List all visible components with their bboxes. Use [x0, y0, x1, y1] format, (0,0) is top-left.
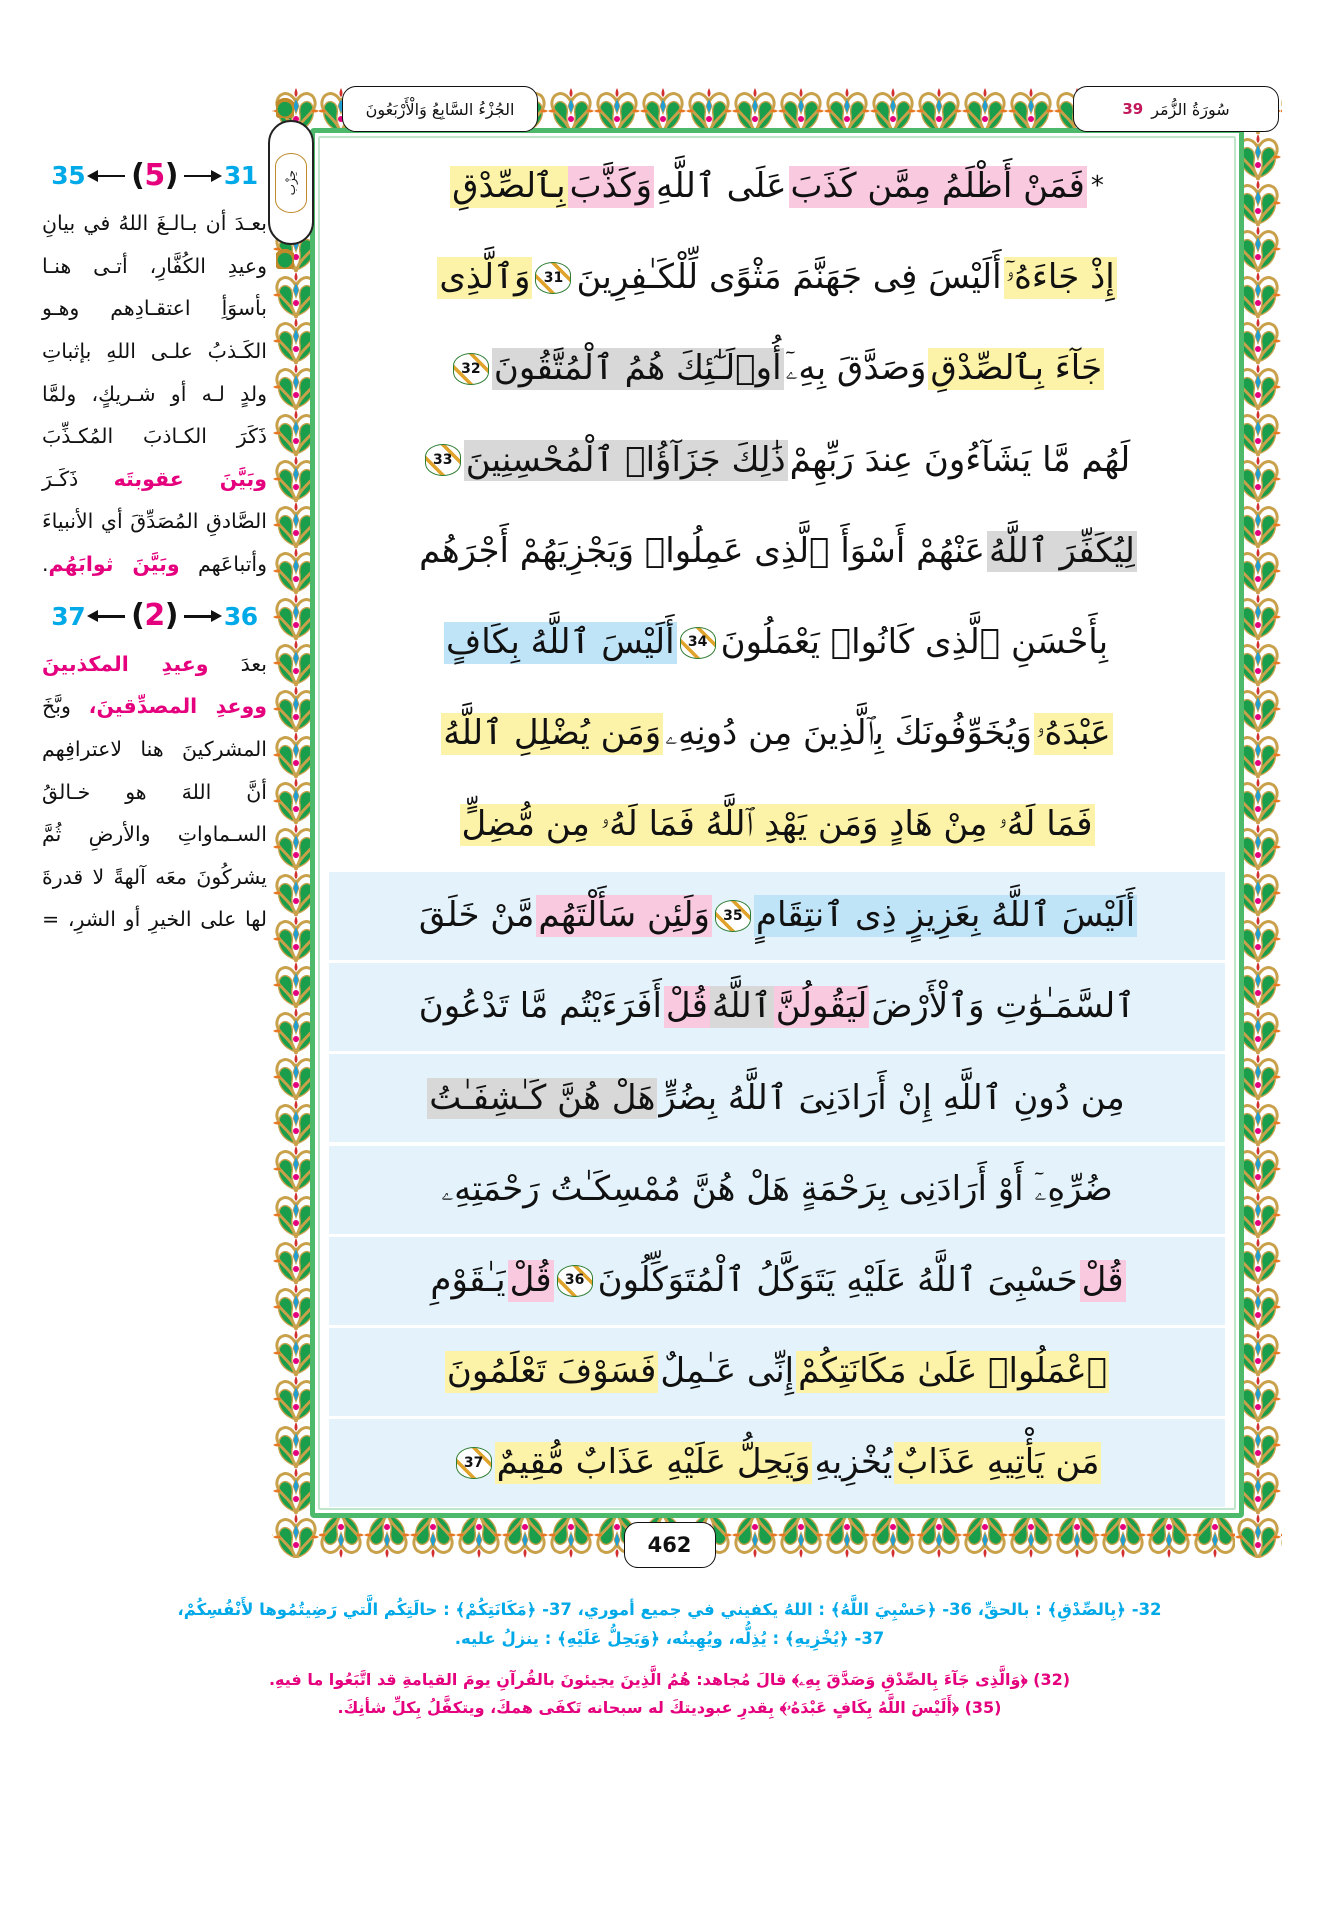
tafsir-body-text: وبَّخَ المشركينَ هنا لاعترافِهم أنَّ اللهَ هو خـالقُ السـماواتِ والأرضِ ثُمَّ يشركُونَ معَه آلهةً لا قدرةَ لها على الخيرِ أو الشرِ، =	[42, 694, 267, 932]
quran-text-segment-highlighted: وَكَذَّبَ	[569, 166, 653, 207]
quran-text-segment-highlighted: لَيَقُولُنَّ	[775, 986, 868, 1027]
tafsir-divider-1	[42, 157, 267, 193]
quran-text-segment-highlighted: جَآءَ بِٱلصِّدْقِ	[930, 348, 1103, 389]
tafsir-body-text: .	[42, 552, 49, 576]
quran-verse-line	[329, 325, 1225, 413]
quran-text-segment: أَفَرَءَيْتُم مَّا تَدْعُونَ	[418, 986, 662, 1027]
ayah-number-marker	[456, 1447, 492, 1479]
divider-center-number-2: (2)	[131, 598, 178, 634]
tafsir-sidebar	[42, 155, 267, 1485]
ayah-number-marker	[535, 262, 571, 294]
surah-number: 39	[1122, 100, 1144, 118]
quran-verse-line	[329, 508, 1225, 596]
arrow-right-icon-1	[180, 168, 222, 184]
quran-text-segment: إِنِّى عَـٰمِلٌ	[660, 1350, 795, 1391]
divider-right-number-1: 31	[223, 161, 258, 190]
quran-text-segment-highlighted: أُو۟لَـٰٓئِكَ هُمُ ٱلْمُتَّقُونَ	[493, 348, 782, 389]
juz-label: الجُزْءُ السَّابِعُ وَالْأَرْبَعُونَ	[365, 99, 515, 119]
quran-text-segment: عَنْهُمْ أَسْوَأَ ٱلَّذِى عَمِلُوا۟ وَيَجْزِيَهُمْ أَجْرَهُم	[419, 530, 985, 571]
quran-text-segment-highlighted: ٱللَّهُ	[711, 986, 772, 1027]
footnote-word-meaning-2: 37- ﴿يُخْزِيهِ﴾ : يُذِلُّه، ويُهِينُه، ﴿وَيَحِلُّ عَلَيْهِ﴾ : ينزلُ عليه.	[454, 1628, 885, 1648]
quran-verse-line	[329, 690, 1225, 778]
ayah-number-marker	[715, 900, 751, 932]
quran-text-segment: يَـٰقَوْمِ	[430, 1259, 506, 1300]
ayah-number-text: 32	[461, 360, 481, 377]
footnote-tafsir-1: (32) ﴿وَالَّذِى جَآءَ بِالصِّدْقِ وَصَدَّقَ بِهِۦ﴾ قالَ مُجاهد: هُمُ الَّذِينَ يجيئونَ بالقُرآنِ يومَ القيامةِ قد اتَّبَعُوا ما فيهِ.	[268, 1669, 1071, 1689]
hizb-ornament-top-icon	[276, 96, 294, 118]
quran-text-segment: حَسْبِىَ ٱللَّهُ عَلَيْهِ يَتَوَكَّلُ ٱلْمُتَوَكِّلُونَ	[597, 1259, 1078, 1300]
quran-text-segment: يُخْزِيهِ	[814, 1442, 893, 1483]
quran-text-segment-highlighted: قُلْ	[1081, 1259, 1124, 1300]
quran-text-segment-highlighted: ذَٰلِكَ جَزَآؤُا۟ ٱلْمُحْسِنِينَ	[465, 439, 786, 480]
quran-verse-line	[329, 1146, 1225, 1234]
quran-text-segment-highlighted: قُلْ	[509, 1259, 552, 1300]
tafsir-highlight-text: وعيدِ المكذبينَ ووعدِ المصدِّقينَ،	[42, 651, 267, 719]
quran-text-segment: وَيُخَوِّفُونَكَ بِٱلَّذِينَ مِن دُونِهِۦ	[665, 713, 1032, 753]
tafsir-body-text: ذَكَـرَ الصَّادقِ المُصَدِّقَ أي الأنبياءَ وأتباعَهم	[42, 466, 268, 576]
ayah-number-text: 34	[687, 634, 708, 651]
quran-text-segment-highlighted: قُلْ	[665, 986, 708, 1027]
quran-text-segment: ضُرِّهِۦٓ أَوْ أَرَادَنِى بِرَحْمَةٍ هَلْ هُنَّ مُمْسِكَـٰتُ رَحْمَتِهِۦ	[441, 1168, 1113, 1209]
quran-text-segment-highlighted: فَسَوْفَ تَعْلَمُونَ	[446, 1350, 657, 1391]
hizb-label: حِزْب	[284, 169, 298, 196]
verse-start-star-icon: *	[1090, 171, 1104, 202]
quran-verse-line	[329, 599, 1225, 687]
quran-text-segment-highlighted: لِيُكَفِّرَ ٱللَّهُ	[988, 530, 1135, 571]
tafsir-divider-2	[42, 598, 267, 634]
quran-text-segment: عَلَى ٱللَّهِ	[656, 166, 787, 207]
ayah-number-marker	[453, 353, 489, 385]
quran-text-frame	[310, 128, 1244, 1518]
quran-verse-line	[329, 1054, 1225, 1142]
divider-center-number-1: (5)	[131, 157, 178, 193]
quran-text-segment: ٱلسَّمَـٰوَٰتِ وَٱلْأَرْضَ	[871, 986, 1136, 1027]
tafsir-paragraph-1	[42, 202, 267, 586]
quran-text-segment-highlighted: فَمَا لَهُۥ مِنْ هَادٍ وَمَن يَهْدِ ٱللَّهُ فَمَا لَهُۥ مِن مُّضِلٍّ	[461, 804, 1093, 845]
footnote-tafsir-2: (35) ﴿أَلَيْسَ اللَّهُ بِكَافٍ عَبْدَهُۥ﴾ بِقدرِ عبوديتكَ له سبحانه تَكفَى همكَ، ويتكفَّلُ بِكلِّ شأنِكَ.	[337, 1697, 1002, 1717]
ayah-number-text: 35	[723, 907, 743, 924]
arrow-left-icon-1	[87, 168, 129, 184]
ayah-number-marker	[680, 627, 716, 659]
quran-text-segment: بِأَحْسَنِ ٱلَّذِى كَانُوا۟ يَعْمَلُونَ	[720, 621, 1109, 662]
quran-text-segment-highlighted: أَلَيْسَ ٱللَّهُ بِكَافٍ	[445, 621, 675, 662]
quran-text-segment-highlighted: مَن يَأْتِيهِ عَذَابٌ	[896, 1442, 1100, 1483]
surah-cartouche	[1073, 86, 1279, 132]
quran-text-segment-highlighted: فَمَنْ أَظْلَمُ مِمَّن كَذَبَ	[790, 166, 1085, 207]
quran-text-segment-highlighted: هَلْ هُنَّ كَـٰشِفَـٰتُ	[429, 1077, 656, 1118]
tafsir-paragraph-2	[42, 643, 267, 941]
tafsir-highlight-text: وبَيَّنَ ثوابَهُم	[48, 552, 180, 576]
quran-text-segment-highlighted: وَلَئِن سَأَلْتَهُم	[538, 895, 710, 936]
tafsir-paragraph-text	[42, 202, 267, 586]
tafsir-body-text: بعدَ	[208, 651, 267, 676]
quran-verse-line	[329, 234, 1225, 322]
quran-text-segment: لَهُم مَّا يَشَآءُونَ عِندَ رَبِّهِمْ	[789, 439, 1131, 480]
hizb-marker	[268, 120, 314, 245]
quran-verse-line	[329, 1328, 1225, 1416]
quran-text-segment-highlighted: عَبْدَهُۥ	[1035, 713, 1111, 753]
quran-verse-line	[329, 416, 1225, 504]
divider-left-number-1: 35	[51, 161, 86, 190]
quran-text-segment-highlighted: بِٱلصِّدْقِ	[452, 166, 566, 207]
quran-text-segment-highlighted: وَٱلَّذِى	[439, 257, 531, 298]
quran-text-segment: وَصَدَّقَ بِهِۦٓ	[785, 348, 927, 389]
quran-text-segment: أَلَيْسَ فِى جَهَنَّمَ مَثْوًى لِّلْكَـٰفِرِينَ	[576, 257, 1002, 298]
quran-verse-line	[329, 963, 1225, 1051]
quran-verse-line	[329, 1419, 1225, 1507]
quran-verse-line	[329, 872, 1225, 960]
quran-text-segment-highlighted: إِذْ جَاءَهُۥٓ	[1005, 257, 1115, 298]
quran-text-segment-highlighted: وَمَن يُضْلِلِ ٱللَّهُ	[443, 713, 662, 753]
footnote-word-meaning-1: 32- ﴿بِالصِّدْقِ﴾ : بالحقِّ، 36- ﴿حَسْبِيَ اللَّهُ﴾ : اللهُ يكفيني في جميع أموري، 37- ﴿مَكَانَتِكُمْ﴾ : حالَتِكُم الَّتي رَضِيتُمُوها لأَنْفُسِكُمْ،	[177, 1600, 1162, 1619]
tafsir-highlight-text: وبَيَّنَ عقوبتَه	[113, 466, 267, 491]
divider-left-number-2: 37	[51, 601, 86, 631]
tafsir-paragraph-text	[42, 643, 267, 941]
page-number-badge: 462	[624, 1522, 716, 1568]
quran-verse-line	[329, 1237, 1225, 1325]
ayah-number-marker	[425, 444, 461, 476]
hizb-medallion	[275, 153, 307, 213]
quran-verse-line	[329, 143, 1225, 231]
ayah-number-text: 31	[543, 269, 564, 286]
ayah-number-text: 37	[463, 1454, 484, 1471]
ayah-number-marker	[557, 1265, 593, 1297]
quran-text-segment: مِن دُونِ ٱللَّهِ إِنْ أَرَادَنِىَ ٱللَّهُ بِضُرٍّ	[659, 1077, 1125, 1118]
ornamental-frame	[272, 88, 1282, 1558]
ayah-number-text: 33	[433, 452, 453, 469]
quran-verse-line	[329, 781, 1225, 869]
arrow-right-icon-2	[180, 608, 222, 624]
hizb-ornament-bottom-icon	[276, 247, 294, 269]
arrow-left-icon-2	[87, 608, 129, 624]
juz-cartouche	[342, 86, 538, 132]
surah-name: سُورَةُ الزُّمَر	[1151, 99, 1230, 119]
quran-text-segment-highlighted: أَلَيْسَ ٱللَّهُ بِعَزِيزٍ ذِى ٱنتِقَامٍ	[755, 895, 1136, 936]
quran-text-segment-highlighted: ٱعْمَلُوا۟ عَلَىٰ مَكَانَتِكُمْ	[798, 1350, 1108, 1391]
footnotes-section	[44, 1596, 1295, 1722]
ayah-number-text: 36	[564, 1272, 585, 1289]
quran-text-segment: مَّنْ خَلَقَ	[418, 895, 535, 936]
divider-right-number-2: 36	[223, 601, 258, 631]
quran-text-body	[315, 133, 1239, 1513]
quran-text-segment-highlighted: وَيَحِلُّ عَلَيْهِ عَذَابٌ مُّقِيمٌ	[496, 1442, 811, 1483]
tafsir-body-text: بعـدَ أن بـالـغَ اللهُ في بيانِ وعيدِ الكُفَّارِ، أتـى هنـا بأسوَأِ اعتقـادِهم وهـو الكَـذبُ علـى اللهِ بإثباتِ ولدٍ لـه أو شـريكٍ، ولمَّا ذَكَرَ الكـاذبَ المُكـذِّبَ	[42, 211, 267, 449]
